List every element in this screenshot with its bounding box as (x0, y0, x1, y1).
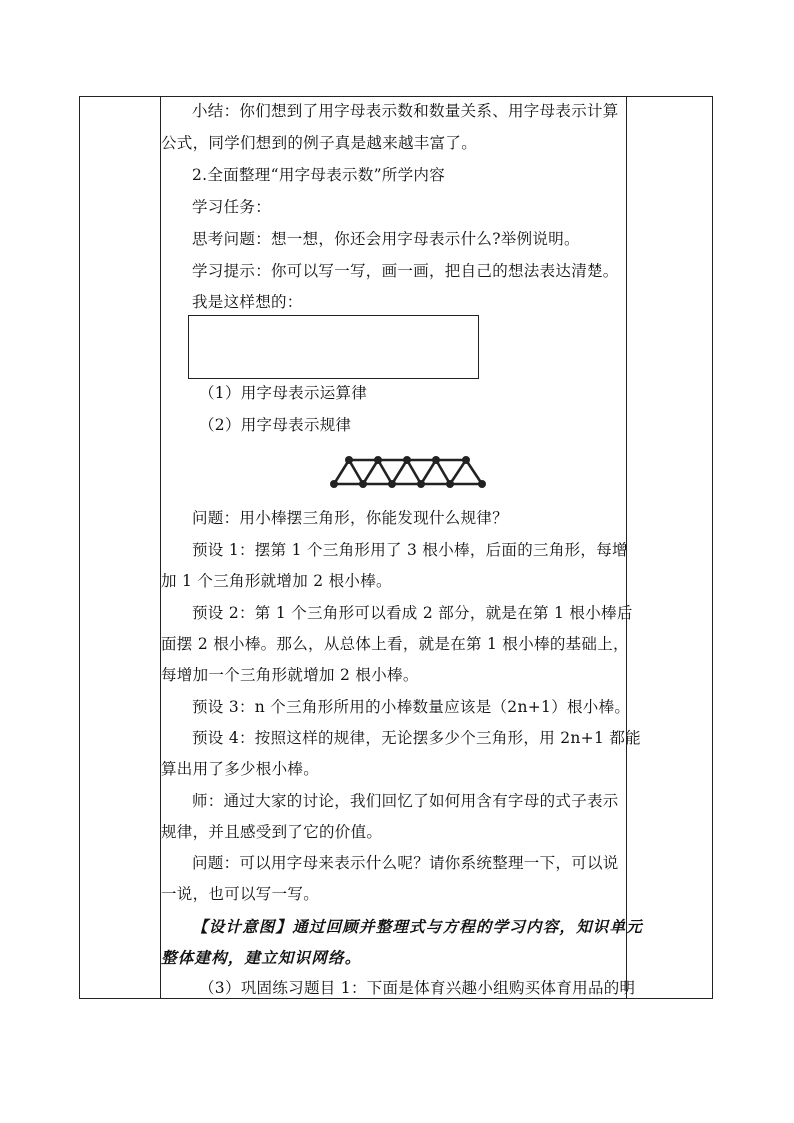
question-letters-1: 问题：可以用字母来表示什么呢？请你系统整理一下，可以说 (192, 854, 619, 872)
preset-2-line-3: 每增加一个三角形就增加 2 根小棒。 (161, 666, 419, 684)
answer-box[interactable] (188, 315, 479, 379)
preset-4-line-1: 预设 4：按照这样的规律，无论摆多少个三角形，用 2n+1 都能 (192, 729, 641, 747)
design-intent-line-2: 整体建构，建立知识网络。 (161, 948, 362, 967)
task-label: 学习任务： (192, 198, 272, 216)
item-patterns: （2）用字母表示规律 (199, 416, 352, 434)
preset-3: 预设 3：n 个三角形所用的小棒数量应该是（2n+1）根小棒。 (192, 698, 631, 716)
preset-2-line-1: 预设 2：第 1 个三角形可以看成 2 部分，就是在第 1 根小棒后 (192, 604, 633, 622)
my-thoughts-label: 我是这样想的： (192, 293, 303, 311)
preset-1-line-1: 预设 1：摆第 1 个三角形用了 3 根小棒，后面的三角形，每增 (192, 541, 628, 559)
preset-2-line-2: 面摆 2 根小棒。那么，从总体上看，就是在第 1 根小棒的基础上， (161, 635, 629, 653)
summary-line-2: 公式，同学们想到的例子真是越来越丰富了。 (161, 134, 478, 152)
think-question: 思考问题：想一想，你还会用字母表示什么?举例说明。 (192, 230, 580, 248)
question-triangles: 问题：用小棒摆三角形，你能发现什么规律？ (192, 509, 509, 527)
design-intent-line-1: 【设计意图】通过回顾并整理式与方程的学习内容，知识单元 (192, 917, 643, 936)
teacher-line-1: 师：通过大家的讨论，我们回忆了如何用含有字母的式子表示 (192, 792, 619, 810)
study-hint: 学习提示：你可以写一写，画一画，把自己的想法表达清楚。 (192, 262, 619, 280)
stick-triangles-figure (328, 448, 490, 488)
item-operation-laws: （1）用字母表示运算律 (199, 384, 368, 402)
summary-line-1: 小结：你们想到了用字母表示数和数量关系、用字母表示计算 (192, 102, 619, 120)
preset-1-line-2: 加 1 个三角形就增加 2 根小棒。 (161, 572, 392, 590)
teacher-line-2: 规律，并且感受到了它的价值。 (161, 823, 383, 841)
practice-line-1: （3）巩固练习题目 1：下面是体育兴趣小组购买体育用品的明 (199, 979, 636, 997)
question-letters-2: 一说，也可以写一写。 (161, 885, 320, 903)
section-heading: 2.全面整理“用字母表示数”所学内容 (192, 166, 446, 184)
preset-4-line-2: 算出用了多少根小棒。 (161, 760, 320, 778)
